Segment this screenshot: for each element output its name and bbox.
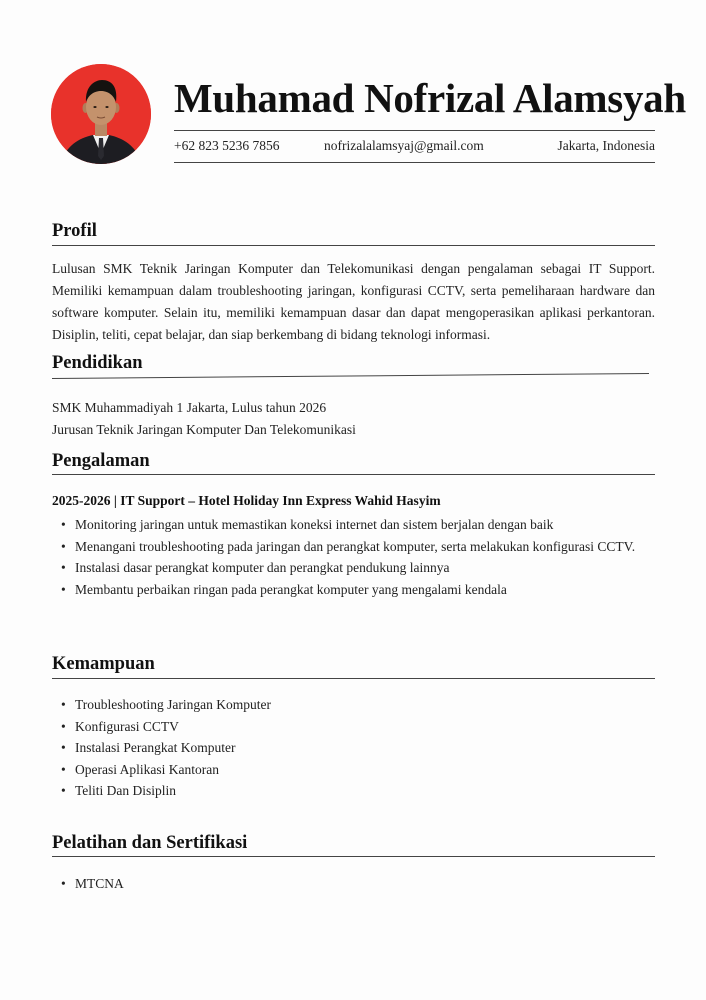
skill-item: • Operasi Aplikasi Kantoran [52, 759, 655, 781]
skill-item: • Troubleshooting Jaringan Komputer [52, 694, 655, 716]
bullet-icon: • [61, 783, 66, 798]
profil-summary: Lulusan SMK Teknik Jaringan Komputer dan Telekomunikasi dengan pengalaman sebagai IT Support. Memiliki kemampuan dalam troubleshooting jaringan, konfigurasi CCTV, serta pemeliharaan hardware dan software komputer. Selain itu, memiliki kemampuan dasar dan dapat mengoperasikan aplikasi perkantoran. Disiplin, teliti, cepat belajar, dan siap berkembang di bidang teknologi informasi. [52, 261, 655, 342]
bullet-icon: • [61, 517, 66, 532]
experience-item: • Instalasi dasar perangkat komputer dan perangkat pendukung lainnya [52, 557, 655, 579]
phone-number: +62 823 5236 7856 [174, 138, 280, 153]
skill-item: • Instalasi Perangkat Komputer [52, 737, 655, 759]
bullet-icon: • [61, 718, 66, 734]
bullet-icon: • [61, 761, 66, 777]
certification-list [52, 873, 655, 895]
location: Jakarta, Indonesia [557, 138, 655, 153]
kemampuan-section-title: Kemampuan [52, 654, 155, 674]
education-school: SMK Muhammadiyah 1 Jakarta, Lulus tahun 2026 [52, 400, 327, 415]
kemampuan-divider [52, 678, 655, 679]
email-address: nofrizalalamsyaj@gmail.com [324, 138, 484, 153]
skill-item: • Teliti Dan Disiplin [52, 780, 655, 802]
job-title: 2025-2026 | IT Support – Hotel Holiday Inn Express Wahid Hasyim [52, 493, 441, 508]
profile-photo [51, 64, 151, 164]
pengalaman-divider [52, 474, 655, 475]
bullet-icon: • [61, 876, 66, 891]
education-major: Jurusan Teknik Jaringan Komputer Dan Telekomunikasi [52, 422, 356, 437]
skills-list [52, 694, 655, 802]
header-top-divider [174, 130, 655, 131]
certification-item: • MTCNA [52, 873, 655, 895]
header-bottom-divider [174, 162, 655, 163]
profil-divider [52, 245, 655, 246]
experience-item: • Menangani troubleshooting pada jaringan dan perangkat komputer, serta melakukan konfigurasi CCTV. [52, 536, 655, 558]
pendidikan-divider [52, 372, 652, 380]
bullet-icon: • [61, 538, 66, 554]
experience-item: • Monitoring jaringan untuk memastikan koneksi internet dan sistem berjalan dengan baik [52, 514, 655, 536]
skill-item: • Konfigurasi CCTV [52, 716, 655, 738]
bullet-icon: • [61, 740, 66, 755]
pengalaman-section-title: Pengalaman [52, 451, 150, 471]
bullet-icon: • [61, 581, 66, 597]
bullet-icon: • [61, 697, 66, 712]
pelatihan-divider [52, 856, 655, 857]
profil-section-title: Profil [52, 221, 97, 241]
experience-list [52, 514, 655, 600]
candidate-name: Muhamad Nofrizal Alamsyah [174, 75, 686, 121]
person-portrait-icon [51, 64, 151, 164]
experience-item: • Membantu perbaikan ringan pada perangkat komputer yang mengalami kendala [52, 579, 655, 601]
pendidikan-section-title: Pendidikan [52, 353, 143, 373]
pelatihan-section-title: Pelatihan dan Sertifikasi [52, 833, 248, 853]
bullet-icon: • [61, 560, 66, 575]
